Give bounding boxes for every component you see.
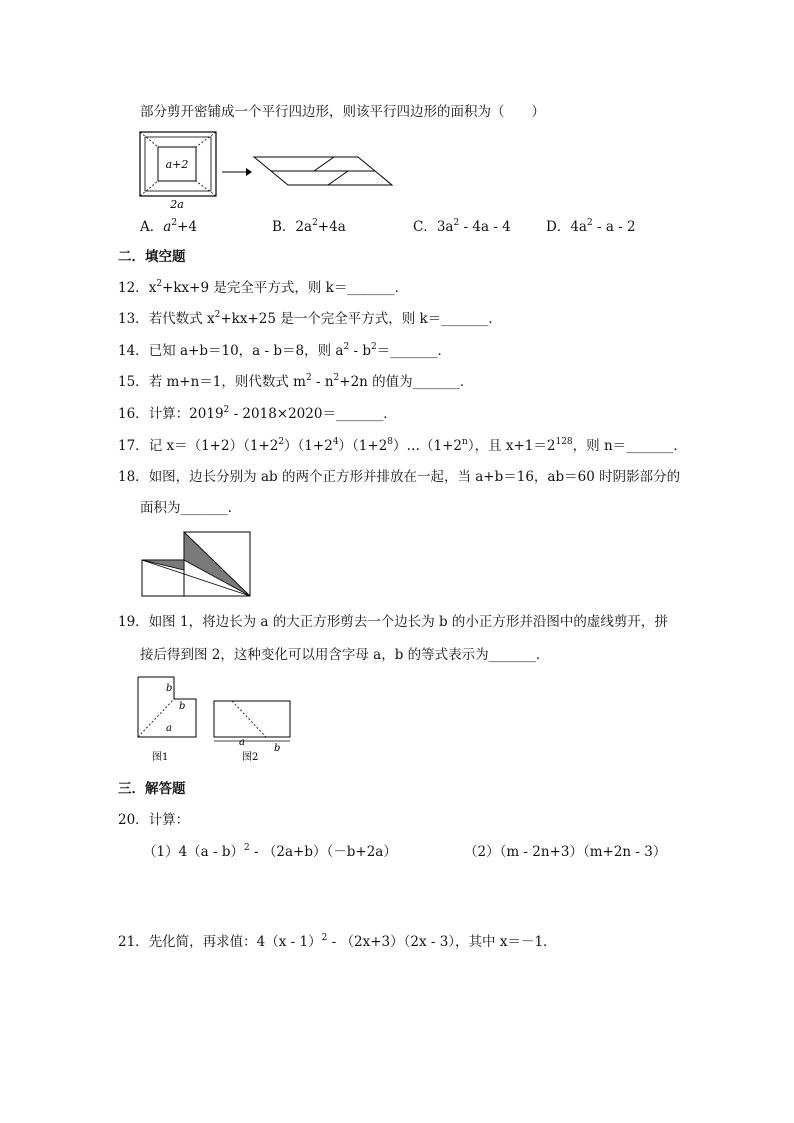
- option-a: A．$a^2+4$: [140, 218, 197, 235]
- q19-figure: [136, 675, 296, 765]
- q19-line2: 接后得到图 2，这种变化可以用含字母 a，b 的等式表示为_______．: [140, 647, 550, 663]
- svg-text:图2: 图2: [242, 752, 259, 763]
- option-d: D．$4a^2$ - a - 2: [546, 218, 636, 235]
- q18-figure: [141, 530, 254, 598]
- option-c: C．$3a^2 - 4a - 4$: [413, 218, 511, 235]
- q14: 14．已知 a+b＝10，a - b＝8，则 $a^2$ - $b^2=\_\_\_\_\_\_\_$．: [118, 342, 451, 359]
- svg-text:b: b: [166, 683, 173, 694]
- q15: 15．若 m+n＝1，则代数式 $m^2 - n^2+2n$ 的值为_______．: [118, 373, 474, 390]
- q12: 12．$x^2+kx+9$ 是完全平方式，则 k＝_______．: [118, 279, 409, 296]
- option-b: B．$2a^2+4a$: [272, 218, 346, 235]
- svg-text:图1: 图1: [152, 752, 169, 763]
- section-solve-heading: 三．解答题: [118, 781, 186, 797]
- q18-line2: 面积为_______．: [140, 500, 242, 516]
- svg-text:a: a: [239, 737, 245, 748]
- q20: 20．计算：: [118, 812, 190, 828]
- q17: 17．记 $x=(1+2)(1+2^2)(1+2^4)(1+2^8)\dots(1+2^n)$，且 $x+1=2^{128}$，则 n＝_______．: [118, 437, 687, 454]
- bottom-label: 2a: [170, 198, 184, 211]
- q13: 13．若代数式 $x^2+kx+25$ 是一个完全平方式，则 k＝_______．: [118, 310, 502, 327]
- q20-part2: （2）（m - 2n+3）（m+2n - 3）: [464, 844, 667, 860]
- q18-line1: 18．如图，边长分别为 ab 的两个正方形并排放在一起，当 a+b＝16，ab＝60 时阴影部分的: [118, 469, 681, 485]
- svg-text:a: a: [166, 723, 172, 734]
- q20-part1: （1）4（a - b）$^2$ - （2a+b）（－b+2a）: [143, 843, 397, 860]
- figure2-rect: [214, 701, 290, 737]
- arrow-head: [246, 168, 252, 176]
- q16: 16．计算：2019$^2$ - 2018×2020＝_______．: [118, 405, 397, 422]
- q19-line1: 19．如图 1，将边长为 a 的大正方形剪去一个边长为 b 的小正方形并沿图中的虚线剪开，拼: [118, 614, 668, 630]
- section-fill-blank-heading: 二．填空题: [118, 249, 186, 265]
- q11-figure: [138, 130, 400, 212]
- q21: 21．先化简，再求值：4（x - 1）$^2$ - （2x+3）（2x - 3），其中 x＝－1．: [118, 933, 557, 950]
- inner-label: a+2: [165, 158, 189, 171]
- svg-text:b: b: [274, 743, 281, 754]
- q11-text: 部分剪开密铺成一个平行四边形，则该平行四边形的面积为（ ）: [140, 104, 545, 120]
- svg-text:b: b: [179, 701, 186, 712]
